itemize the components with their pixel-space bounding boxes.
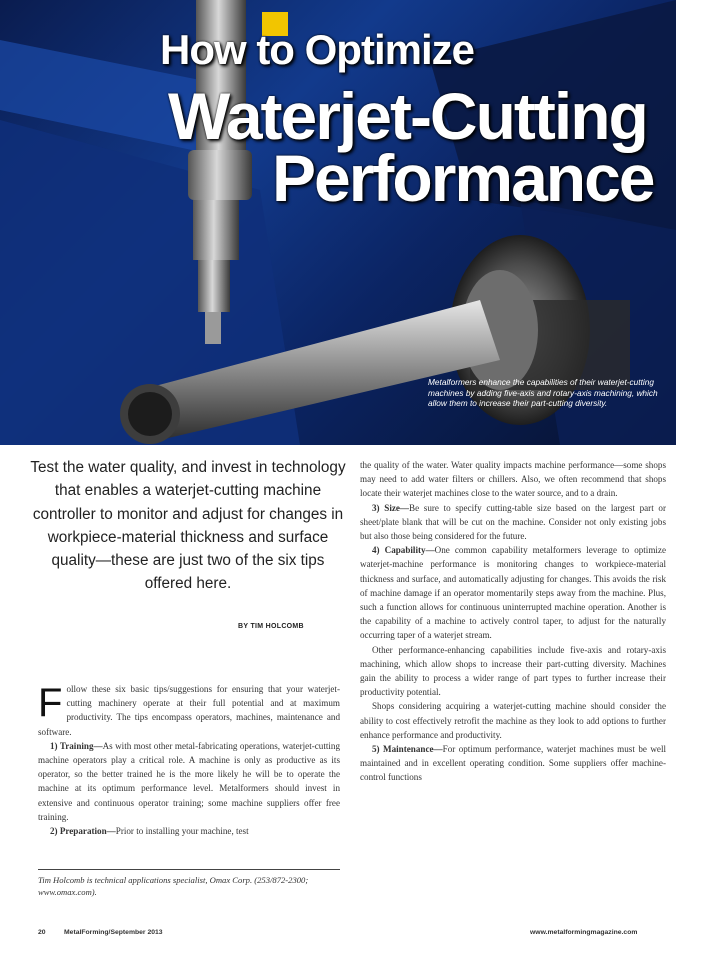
tip-preparation bbox=[38, 824, 340, 838]
article-deck: Test the water quality, and invest in technology that enables a waterjet-cutting machine controller to monitor and adjust for changes in workpiece-material thickness and surface quality—these are just two of the six tips offered here. bbox=[30, 459, 346, 593]
tip-size-text: Be sure to specify cutting-table size based on the largest part or sheet/plate blank that will be cut on the machine. Consider not only existing jobs but also those being considered for the future. bbox=[360, 502, 666, 542]
intro-text: ollow these six basic tips/suggestions for ensuring that your waterjet-cutting machinery operate at their full potential and at maximum productivity. The tips encompass operators, machines, maintenance and software. bbox=[38, 684, 340, 737]
continued-paragraph: the quality of the water. Water quality impacts machine performance—some shops may need to add water filters or chillers. Also, we often recommend that shops locate their waterjet machines close to the water source, and to a drain. bbox=[360, 460, 666, 499]
photo-caption: Metalformers enhance the capabilities of their waterjet-cutting machines by adding five-axis and rotary-axis machining, which allow them to increase their part-cutting diversity. bbox=[428, 377, 658, 408]
tip-training bbox=[38, 739, 340, 824]
tip-capability-text: One common capability metalformers leverage to optimize waterjet-machine performance is monitoring changes to workpiece-material thickness and surface, and automatically adjusting for changes. This avoids the risk of machine damage if an operator momentarily steps away from the machine. Plus, such a function allows for continuous uninterrupted machine operation. Another is the capability of a machine to actively control taper, to adjust for the naturally occurring taper of a waterjet stream. bbox=[360, 545, 667, 641]
publication-date: MetalForming/September 2013 bbox=[64, 929, 163, 936]
title-line-3: Performance bbox=[272, 141, 654, 215]
tip-training-text: As with most other metal-fabricating operations, waterjet-cutting machine operators play a critical role. A machine is only as productive as its operator, so the better trained he is the more likely he will be to operate the machine at its optimum performance level. Metalformers should invest in extensive and continuous operator training; some machine suppliers offer free training. bbox=[38, 740, 341, 822]
intro-paragraph bbox=[38, 682, 340, 739]
capabilities-paragraph: Other performance-enhancing capabilities include five-axis and rotary-axis machining, which allow shops to increase their part-cutting diversity. Machines gain the ability to process a wider range of part types to further increase their productivity potential. bbox=[360, 644, 666, 698]
tip-preparation-label: 2) Preparation— bbox=[50, 826, 116, 837]
tip-capability-label: 4) Capability— bbox=[372, 545, 435, 556]
byline: BY TIM HOLCOMB bbox=[238, 623, 304, 630]
hero-photo bbox=[0, 0, 676, 445]
tip-capability bbox=[360, 543, 666, 642]
title-line-1: How to Optimize bbox=[160, 26, 474, 73]
page-number: 20 bbox=[38, 929, 46, 936]
author-bio: Tim Holcomb is technical applications specialist, Omax Corp. (253/872-2300; www.omax.com). bbox=[38, 875, 309, 897]
right-column bbox=[360, 458, 666, 785]
left-column bbox=[38, 682, 340, 838]
tip-training-label: 1) Training— bbox=[50, 740, 103, 751]
tip-size-label: 3) Size— bbox=[372, 502, 410, 513]
bio-divider bbox=[38, 869, 340, 870]
retrofit-paragraph: Shops considering acquiring a waterjet-cutting machine should consider the ability to cost effectively retrofit the machine as they look to add options to further enhance performance and productivity. bbox=[360, 701, 666, 740]
tip-maintenance-text: For optimum performance, waterjet machines must be well maintained and in excellent operating condition. Some suppliers offer machine-control functions bbox=[360, 744, 666, 783]
drop-cap: F bbox=[38, 681, 63, 725]
title-line-2: Waterjet-Cutting bbox=[168, 79, 647, 153]
magazine-url[interactable]: www.metalformingmagazine.com bbox=[530, 929, 638, 936]
tip-preparation-text: Prior to installing your machine, test bbox=[115, 826, 249, 837]
tip-size bbox=[360, 501, 666, 544]
tip-maintenance bbox=[360, 742, 666, 785]
tip-maintenance-label: 5) Maintenance— bbox=[372, 744, 443, 755]
